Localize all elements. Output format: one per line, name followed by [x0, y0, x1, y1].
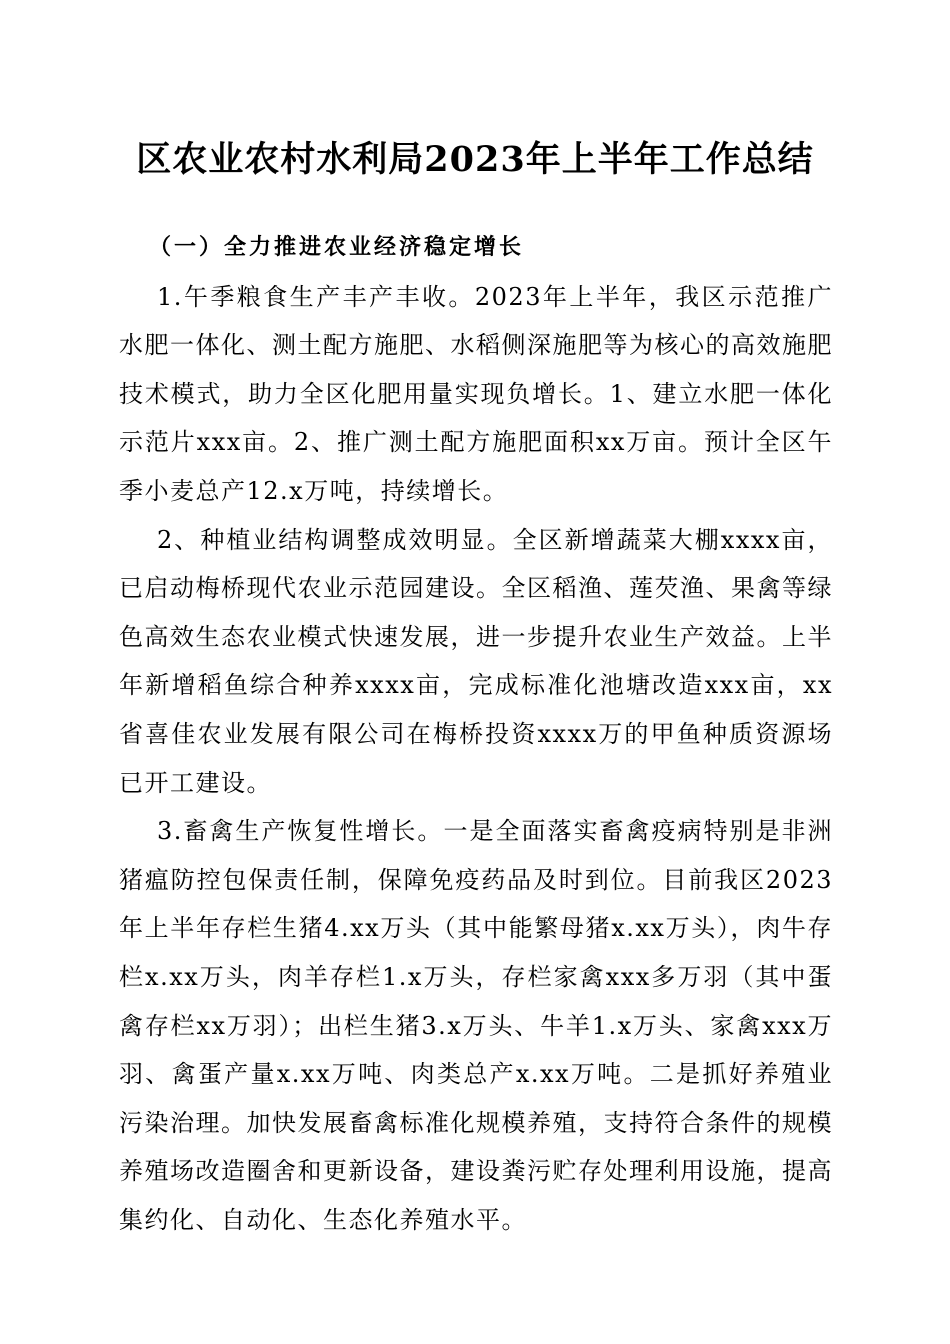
document-body	[119, 224, 833, 1244]
paragraph-planting-structure: 2、种植业结构调整成效明显。全区新增蔬菜大棚xxxx亩，已启动梅桥现代农业示范园建设。全区稻渔、莲芡渔、果禽等绿色高效生态农业模式快速发展，进一步提升农业生产效益。上半年新增稻鱼综合种养xxxx亩，完成标准化池塘改造xxx亩，xx省喜佳农业发展有限公司在梅桥投资xxxx万的甲鱼种质资源场已开工建设。	[119, 525, 833, 797]
paragraph-grain-production: 1.午季粮食生产丰产丰收。2023年上半年，我区示范推广水肥一体化、测土配方施肥、水稻侧深施肥等为核心的高效施肥技术模式，助力全区化肥用量实现负增长。1、建立水肥一体化示范片xxx亩。2、推广测土配方施肥面积xx万亩。预计全区午季小麦总产12.x万吨，持续增长。	[119, 282, 833, 505]
section-heading: （一）全力推进农业经济稳定增长	[149, 235, 525, 260]
paragraph-livestock-production: 3.畜禽生产恢复性增长。一是全面落实畜禽疫病特别是非洲猪瘟防控包保责任制，保障免疫药品及时到位。目前我区2023年上半年存栏生猪4.xx万头（其中能繁母猪x.xx万头），肉牛存栏x.xx万头，肉羊存栏1.x万头，存栏家禽xxx多万羽（其中蛋禽存栏xx万羽）；出栏生猪3.x万头、牛羊1.x万头、家禽xxx万羽、禽蛋产量x.xx万吨、肉类总产x.xx万吨。二是抓好养殖业污染治理。加快发展畜禽标准化规模养殖，支持符合条件的规模养殖场改造圈舍和更新设备，建设粪污贮存处理利用设施，提高集约化、自动化、生态化养殖水平。	[119, 817, 833, 1234]
document-title: 区农业农村水利局2023年上半年工作总结	[136, 139, 814, 180]
